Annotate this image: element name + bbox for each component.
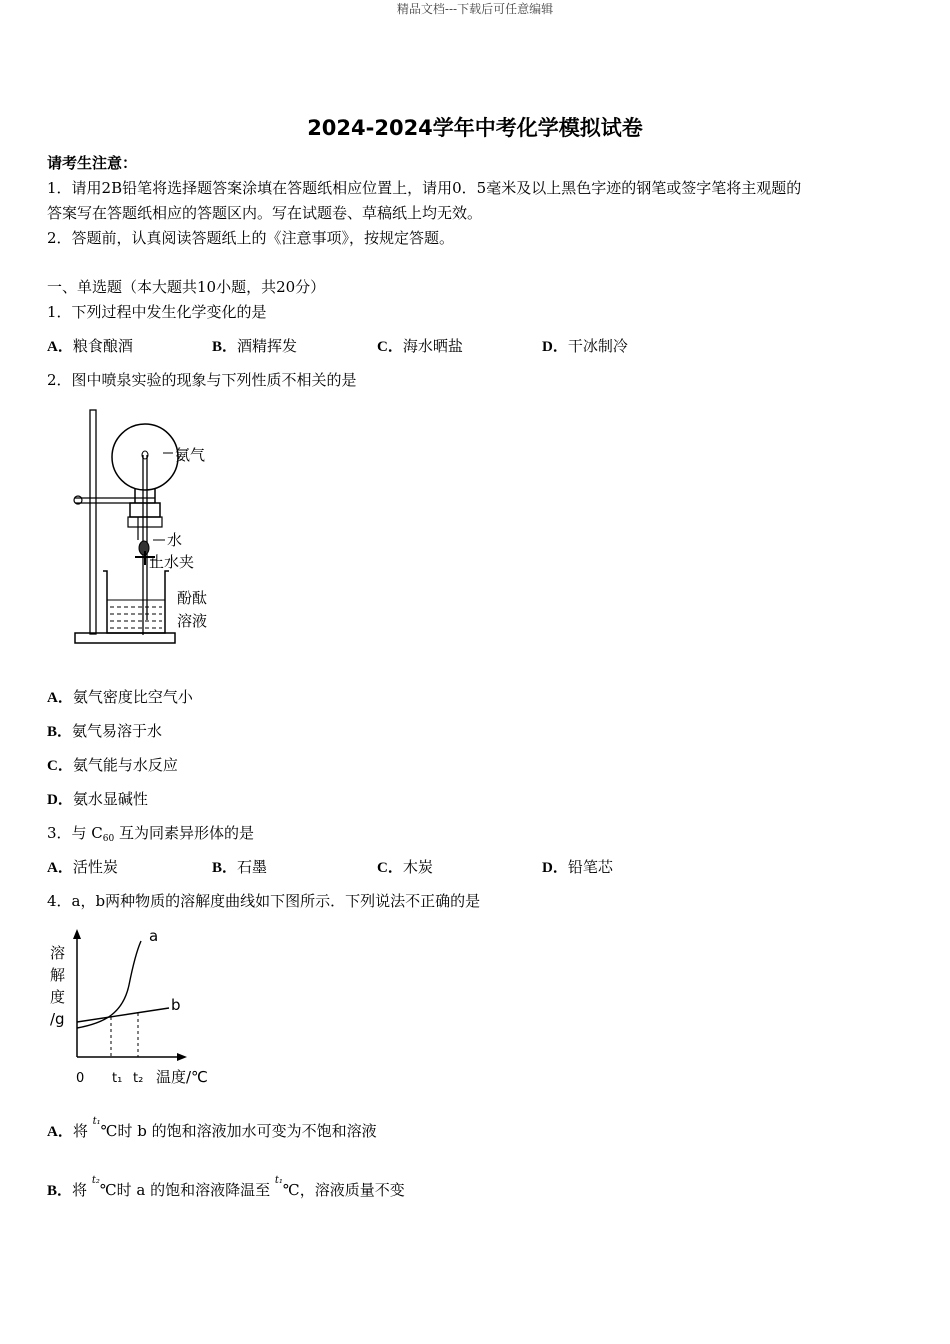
curve-b [77,1008,169,1022]
q3-stem-subscript: 60 [102,834,115,844]
q2-option-b [47,720,162,741]
option-letter: C． [377,339,403,355]
option-letter: D． [542,860,568,876]
q3-stem-pre: 3．与 C [47,824,103,842]
phenolphthalein-liquid [110,607,162,628]
option-text: 石墨 [237,858,268,876]
q4-option-b [47,1175,405,1200]
option-letter: B． [212,860,238,876]
q2-option-a [47,686,193,707]
option-letter: C． [377,860,403,876]
y-axis-arrow [73,929,81,939]
option-text: 氨气易溶于水 [72,722,163,740]
option-letter: D． [47,792,73,808]
option-text-mid: ℃时 a 的饱和溶液降温至 [99,1181,271,1199]
option-text-pre: 将 [72,1181,88,1199]
option-text-post: ℃时 b 的饱和溶液加水可变为不饱和溶液 [100,1122,377,1140]
q3-stem-post: 互为同素异形体的是 [114,824,255,842]
notice-line-3: 2．答题前，认真阅读答题纸上的《注意事项》，按规定答题。 [47,229,455,247]
y-label-3: 度 [50,988,66,1006]
notice-line-1: 1．请用2B铅笔将选择题答案涂填在答题纸相应位置上，请用0．5毫米及以上黑色字迹的钢笔或签字笔将主观题的 [47,179,802,197]
option-text-post: ℃，溶液质量不变 [282,1181,405,1199]
option-letter: A． [47,690,73,706]
flask [112,424,178,490]
option-text: 粮食酿酒 [72,337,133,355]
curve-a-label: a [149,927,159,945]
page-title: 2024-2024学年中考化学模拟试卷 [307,116,643,140]
option-text: 氨气能与水反应 [72,756,178,774]
option-text-pre: 将 [72,1122,88,1140]
q1-stem: 1．下列过程中发生化学变化的是 [47,303,267,321]
option-text: 酒精挥发 [237,337,298,355]
option-letter: B． [47,724,73,740]
temperature-symbol: t₂ [91,1175,100,1186]
option-letter: A． [47,339,73,355]
label-clamp: 止水夹 [149,553,195,571]
q3-option-d [542,856,613,877]
q2-option-c [47,754,178,775]
y-label-2: 解 [50,966,66,984]
q2-option-d [47,788,148,809]
q1-option-a [47,335,133,356]
notice-heading: 请考生注意： [47,154,138,172]
q2-stem: 2．图中喷泉实验的现象与下列性质不相关的是 [47,371,357,389]
option-letter: B． [47,1183,73,1199]
temperature-symbol: t₁ [274,1175,283,1186]
y-label-1: 溶 [50,944,66,962]
temperature-symbol: t₁ [92,1116,101,1127]
option-text: 铅笔芯 [567,858,613,876]
origin-label: 0 [76,1071,85,1086]
q3-stem [47,822,254,843]
x-axis-arrow [177,1053,187,1061]
curve-a [77,941,141,1028]
q4-stem: 4．a，b两种物质的溶解度曲线如下图所示．下列说法不正确的是 [47,892,481,910]
label-ammonia: 氨气 [175,446,206,464]
option-letter: B． [212,339,238,355]
x-axis-label: 温度/℃ [156,1068,208,1086]
solubility-curve-figure [45,925,225,1090]
option-text: 氨气密度比空气小 [72,688,193,706]
option-letter: A． [47,1124,73,1140]
q1-option-d [542,335,628,356]
fountain-apparatus-figure [65,405,225,655]
y-label-4: /g [50,1010,65,1028]
q1-option-b [212,335,297,356]
label-phenol-1: 酚酞 [177,589,208,607]
option-text: 干冰制冷 [567,337,628,355]
option-text: 氨水显碱性 [72,790,148,808]
section-heading: 一、单选题（本大题共10小题，共20分） [47,278,326,296]
beaker [103,571,169,633]
option-letter: A． [47,860,73,876]
option-text: 海水晒盐 [402,337,463,355]
curve-b-label: b [171,996,181,1014]
option-letter: C． [47,758,73,774]
page-watermark: 精品文档---下载后可任意编辑 [396,2,554,16]
stopper [130,503,160,517]
q3-option-b [212,856,267,877]
option-letter: D． [542,339,568,355]
t2-tick: t₂ [133,1071,144,1086]
q3-option-c [377,856,433,877]
q4-option-a [47,1116,377,1141]
option-text: 木炭 [402,858,433,876]
option-text: 活性炭 [72,858,118,876]
stand-rod [90,410,96,634]
t1-tick: t₁ [112,1071,123,1086]
q1-option-c [377,335,463,356]
notice-line-2: 答案写在答题纸相应的答题区内。写在试题卷、草稿纸上均无效。 [47,204,483,222]
label-water: 水 [167,531,183,549]
label-phenol-2: 溶液 [177,612,208,630]
q3-option-a [47,856,118,877]
